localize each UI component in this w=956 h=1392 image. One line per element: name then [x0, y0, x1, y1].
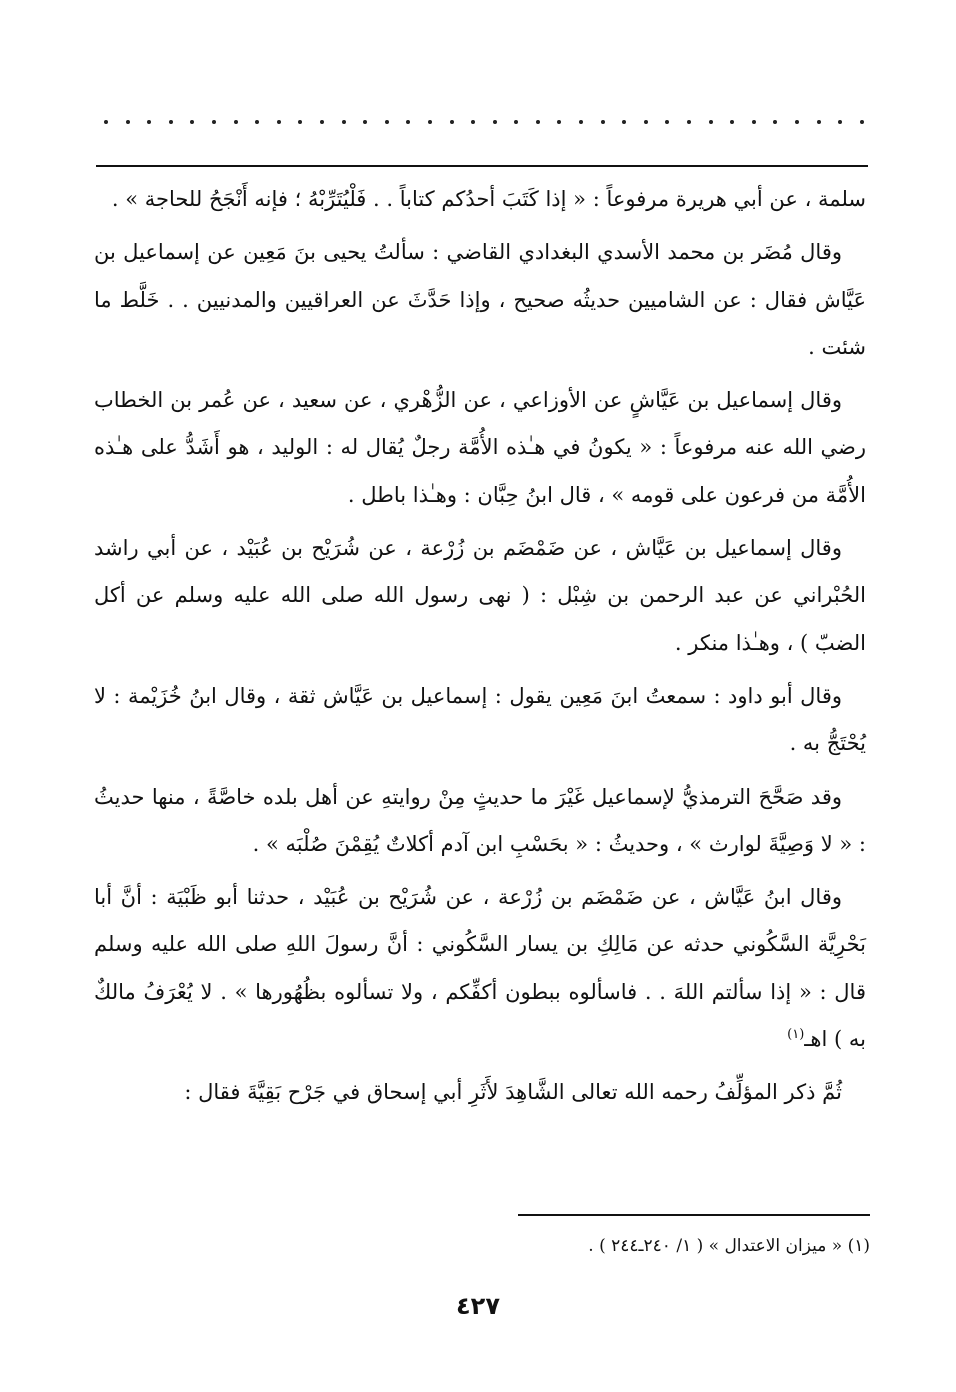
paragraph-abu-dawud: وقال أبو داود : سمعتُ ابنَ مَعِين يقول : إسماعيل بن عَيَّاش ثقة ، وقال ابنُ خُزَيْمة : لا يُحْتَجُّ به .: [94, 683, 866, 756]
paragraph-dabb-hadith: وقال إسماعيل بن عَيَّاش ، عن ضَمْضَم بن زُرْعة ، عن شُرَيْح بن عُبَيْد ، عن أبي راشد الحُبْراني عن عبد الرحمن بن شِبْل : ( نهى رسول الله صلى الله عليه وسلم عن أكل الضبّ ) ، وهـٰذا منكر .: [94, 536, 866, 655]
main-text: [94, 176, 866, 1123]
dot: [665, 120, 669, 124]
dot: [428, 120, 432, 124]
dot: [838, 120, 842, 124]
dot: [450, 120, 454, 124]
dot: [493, 120, 497, 124]
dot: [385, 120, 389, 124]
dot: [601, 120, 605, 124]
dot: [773, 120, 777, 124]
dot: [471, 120, 475, 124]
header-rule: [96, 165, 868, 167]
dot: [687, 120, 691, 124]
paragraph-abu-zabya: [94, 874, 866, 1063]
paragraph-tirmidhi: وقد صَحَّحَ الترمذيُّ لإسماعيل غَيْرَ ما حديثٍ مِنْ روايتهِ عن أهل بلده خاصَّةً ، منها حديثُ : « لا وَصِيَّةَ لوارث » ، وحديثُ : « بحَسْبِ ابن آدم أكلاتٌ يُقِمْنَ صُلْبَه » .: [94, 784, 866, 856]
dot: [730, 120, 734, 124]
footnote-rule: [518, 1214, 870, 1216]
paragraph-continuation: سلمة ، عن أبي هريرة مرفوعاً : « إذا كَتَبَ أحدُكم كتاباً . . فَلْيُتَرِّبْهُ ؛ فإنه أَنْجَحُ للحاجة » .: [111, 187, 866, 211]
footnote-marker: (١): [787, 1027, 805, 1043]
dot: [795, 120, 799, 124]
dot: [298, 120, 302, 124]
dot: [126, 120, 130, 124]
dot: [255, 120, 259, 124]
dot: [752, 120, 756, 124]
dot: [104, 120, 108, 124]
dot: [342, 120, 346, 124]
dot: [212, 120, 216, 124]
dot: [536, 120, 540, 124]
paragraph-walid-hadith: وقال إسماعيل بن عَيَّاشٍ عن الأوزاعي ، عن الزُّهْري ، عن سعيد ، عن عُمر بن الخطاب رضي الله عنه مرفوعاً : « يكونُ في هـٰذه الأُمَّة رجلٌ يُقال له : الوليد ، هو أَشَدُّ على هـٰذه الأُمَّة من فرعون على قومه » ، قال ابنُ حِبَّان : وهـٰذا باطل .: [94, 388, 866, 507]
dot: [406, 120, 410, 124]
page-number: ٤٢٧: [456, 1292, 500, 1320]
dot: [644, 120, 648, 124]
dot: [579, 120, 583, 124]
dot: [363, 120, 367, 124]
dot: [190, 120, 194, 124]
dot: [860, 120, 864, 124]
footnote: (١) « ميزان الاعتدال » ( ١/ ٢٤٠ـ٢٤٤ ) .: [588, 1236, 870, 1256]
dot: [169, 120, 173, 124]
dot: [277, 120, 281, 124]
dot: [320, 120, 324, 124]
dot: [147, 120, 151, 124]
paragraph-mudar-on-ibn-ayyash: وقال مُضَر بن محمد الأسدي البغدادي القاضي : سألتُ يحيى بنَ مَعِين عن إسماعيل بن عَيَّاش فقال : عن الشاميين حديثُه صحيح ، وإذا حَدَّثَ عن العراقيين والمدنيين . . خَلَّط ما شئت .: [94, 240, 866, 359]
dot: [557, 120, 561, 124]
dot: [709, 120, 713, 124]
dot: [234, 120, 238, 124]
paragraph-abu-zabya-text: وقال ابنُ عَيَّاش ، عن ضَمْضَم بن زُرْعة ، عن شُرَيْح بن عُبَيْد ، حدثنا أبو ظَبْيَة : أنَّ أبا بَحْرِيَّة السَّكُوني حدثه عن مَالِكِ بن يسار السَّكُوني : أنَّ رسولَ اللهِ صلى الله عليه وسلم قال : « إذا سألتم اللهَ . . فاسألوه ببطون أكفِّكم ، ولا تسألوه بظُهُورها » . لا يُعْرَفُ مالكٌ به ) اهـ: [94, 885, 866, 1052]
header-dotted-line: [104, 112, 864, 132]
paragraph-closing: ثُمَّ ذكر المؤلِّفُ رحمه الله تعالى الشَّاهِدَ لأَثَرِ أبي إسحاق في جَرْح بَقِيَّةَ فقال :: [184, 1080, 842, 1105]
dot: [514, 120, 518, 124]
dot: [622, 120, 626, 124]
dot: [817, 120, 821, 124]
